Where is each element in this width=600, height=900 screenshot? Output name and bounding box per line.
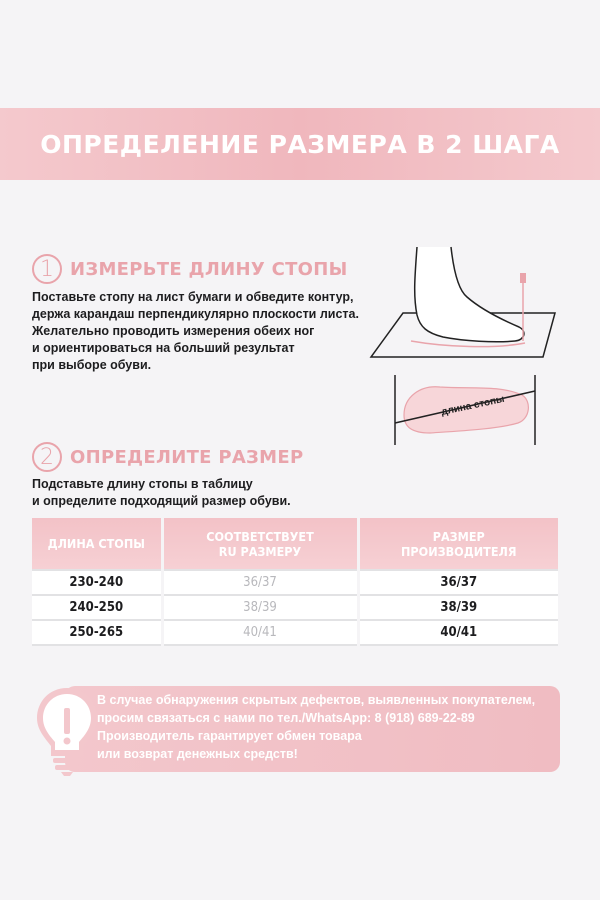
step2-text bbox=[32, 476, 291, 510]
ru-size-cell: 38/39 bbox=[162, 595, 358, 620]
foot-length-cell: 230-240 bbox=[32, 570, 162, 595]
ru-size-cell: 36/37 bbox=[162, 570, 358, 595]
header-ru-size: СООТВЕТСТВУЕТ RU РАЗМЕРУ bbox=[162, 518, 358, 570]
step1-line: Желательно проводить измерения обеих ног bbox=[32, 324, 315, 338]
step2-heading bbox=[32, 442, 303, 472]
header-foot-length: ДЛИНА СТОПЫ bbox=[32, 518, 162, 570]
foot-length-label: длина стопы bbox=[440, 393, 506, 418]
foot-length-cell: 240-250 bbox=[32, 595, 162, 620]
notice-line: Производитель гарантирует обмен товара bbox=[97, 729, 362, 743]
foot-side-illustration bbox=[365, 245, 565, 365]
notice-box bbox=[35, 686, 560, 776]
step1-line: держа карандаш перпендикулярно плоскости листа. bbox=[32, 307, 359, 321]
maker-size-cell: 40/41 bbox=[358, 620, 558, 645]
header-banner bbox=[0, 108, 600, 180]
maker-size-cell: 36/37 bbox=[358, 570, 558, 595]
maker-size-cell: 38/39 bbox=[358, 595, 558, 620]
step1-text bbox=[32, 289, 359, 374]
header-maker-size: РАЗМЕР ПРОИЗВОДИТЕЛЯ bbox=[358, 518, 558, 570]
step2-number: 2 bbox=[32, 442, 62, 472]
step1-line: при выборе обуви. bbox=[32, 358, 152, 372]
step1-heading bbox=[32, 254, 348, 284]
step1-number: 1 bbox=[32, 254, 62, 284]
foot-length-cell: 250-265 bbox=[32, 620, 162, 645]
table-row bbox=[32, 595, 558, 620]
notice-text bbox=[97, 691, 535, 763]
ru-size-cell: 40/41 bbox=[162, 620, 358, 645]
step2-line: Подставьте длину стопы в таблицу bbox=[32, 477, 253, 491]
page-title: ОПРЕДЕЛЕНИЕ РАЗМЕРА В 2 ШАГА bbox=[40, 129, 560, 159]
size-table bbox=[32, 518, 558, 646]
step1-title: ИЗМЕРЬТЕ ДЛИНУ СТОПЫ bbox=[70, 258, 348, 280]
notice-line: или возврат денежных средств! bbox=[97, 747, 298, 761]
lightbulb-icon bbox=[35, 686, 99, 776]
step1-line: и ориентироваться на больший результат bbox=[32, 341, 295, 355]
size-table-header bbox=[32, 518, 558, 570]
notice-line: просим связаться с нами по тел./WhatsApp: 8 (918) 689-22-89 bbox=[97, 711, 475, 725]
foot-top-illustration bbox=[390, 375, 540, 445]
notice-line: В случае обнаружения скрытых дефектов, выявленных покупателем, bbox=[97, 693, 536, 707]
step2-title: ОПРЕДЕЛИТЕ РАЗМЕР bbox=[70, 446, 304, 468]
table-row bbox=[32, 570, 558, 595]
table-row bbox=[32, 620, 558, 645]
step2-line: и определите подходящий размер обуви. bbox=[32, 494, 291, 508]
step1-line: Поставьте стопу на лист бумаги и обведите контур, bbox=[32, 290, 354, 304]
